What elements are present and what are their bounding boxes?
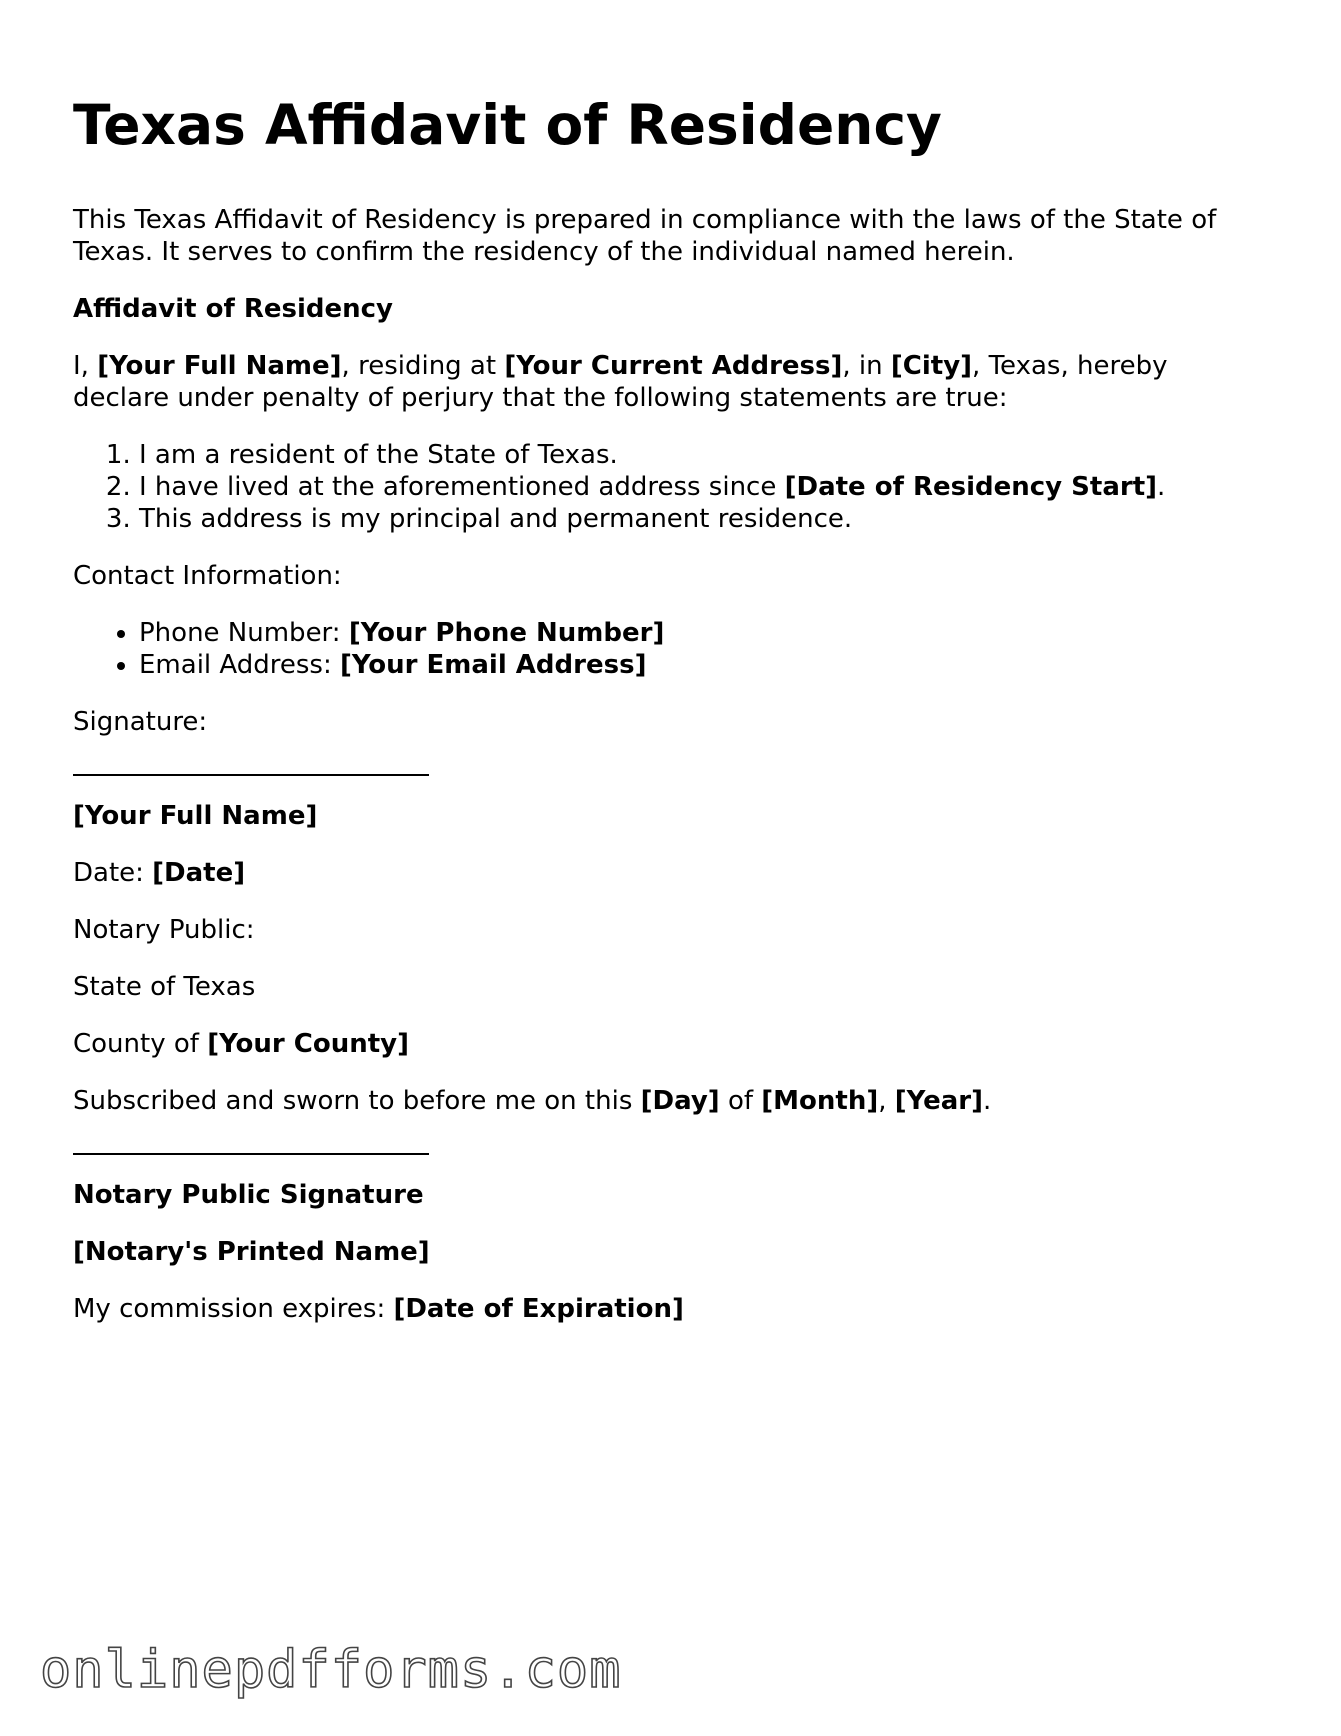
declaration-text: , residing at: [341, 351, 505, 381]
email-label: Email Address:: [139, 650, 340, 680]
month-placeholder: [Month]: [761, 1086, 879, 1116]
watermark-text: onlinepdfforms.com: [40, 1640, 622, 1700]
date-placeholder: [Date]: [152, 858, 246, 888]
commission-placeholder: [Date of Expiration]: [393, 1294, 684, 1324]
list-item: [139, 439, 1263, 471]
notary-signature-label: Notary Public Signature: [73, 1180, 424, 1210]
county-line: [73, 1028, 1263, 1060]
notary-label: Notary Public:: [73, 915, 255, 945]
statements-list: [73, 439, 1263, 535]
notary-signature-line: [73, 1153, 429, 1155]
declaration-paragraph: [73, 350, 1263, 414]
county-placeholder: [Your County]: [207, 1029, 409, 1059]
contact-list: [73, 617, 1263, 681]
statement-text: I have lived at the aforementioned address since: [139, 472, 785, 502]
year-placeholder: [Year]: [894, 1086, 983, 1116]
phone-placeholder: [Your Phone Number]: [348, 618, 665, 648]
phone-label: Phone Number:: [139, 618, 349, 648]
contact-label: Contact Information:: [73, 561, 342, 591]
commission-line: [73, 1293, 1263, 1325]
document-page: [73, 88, 1263, 1350]
signer-name: [Your Full Name]: [73, 801, 318, 831]
list-item: [139, 617, 1263, 649]
county-label: County of: [73, 1029, 208, 1059]
day-placeholder: [Day]: [640, 1086, 720, 1116]
declaration-text: , in: [842, 351, 891, 381]
list-item: [139, 503, 1263, 535]
sworn-text: of: [719, 1086, 762, 1116]
statement-end: .: [1157, 472, 1166, 502]
commission-label: My commission expires:: [73, 1294, 394, 1324]
document-title: Texas Affidavit of Residency: [73, 93, 942, 157]
signature-label: Signature:: [73, 707, 208, 737]
sworn-text: Subscribed and sworn to before me on this: [73, 1086, 641, 1116]
declaration-text: , Texas, hereby declare under penalty of perjury that the following statements are true:: [73, 351, 1168, 413]
email-placeholder: [Your Email Address]: [339, 650, 647, 680]
list-item: [139, 471, 1263, 503]
state-line: State of Texas: [73, 972, 256, 1002]
notary-printed-name: [Notary's Printed Name]: [73, 1237, 430, 1267]
signature-line: [73, 774, 429, 776]
date-line: [73, 857, 1263, 889]
intro-paragraph: This Texas Affidavit of Residency is prepared in compliance with the laws of the State of Texas. It serves to confirm the residency of the individual named herein.: [73, 205, 1217, 267]
declaration-text: I,: [73, 351, 98, 381]
statement-text: I am a resident of the State of Texas.: [139, 440, 618, 470]
full-name-placeholder: [Your Full Name]: [97, 351, 342, 381]
date-label: Date:: [73, 858, 153, 888]
residency-start-placeholder: [Date of Residency Start]: [784, 472, 1158, 502]
address-placeholder: [Your Current Address]: [504, 351, 843, 381]
statement-text: This address is my principal and permanent residence.: [139, 504, 853, 534]
sworn-text: ,: [878, 1086, 895, 1116]
city-placeholder: [City]: [890, 351, 973, 381]
list-item: [139, 649, 1263, 681]
sworn-line: [73, 1085, 1263, 1117]
section-heading: Affidavit of Residency: [73, 294, 393, 324]
sworn-text: .: [982, 1086, 992, 1116]
